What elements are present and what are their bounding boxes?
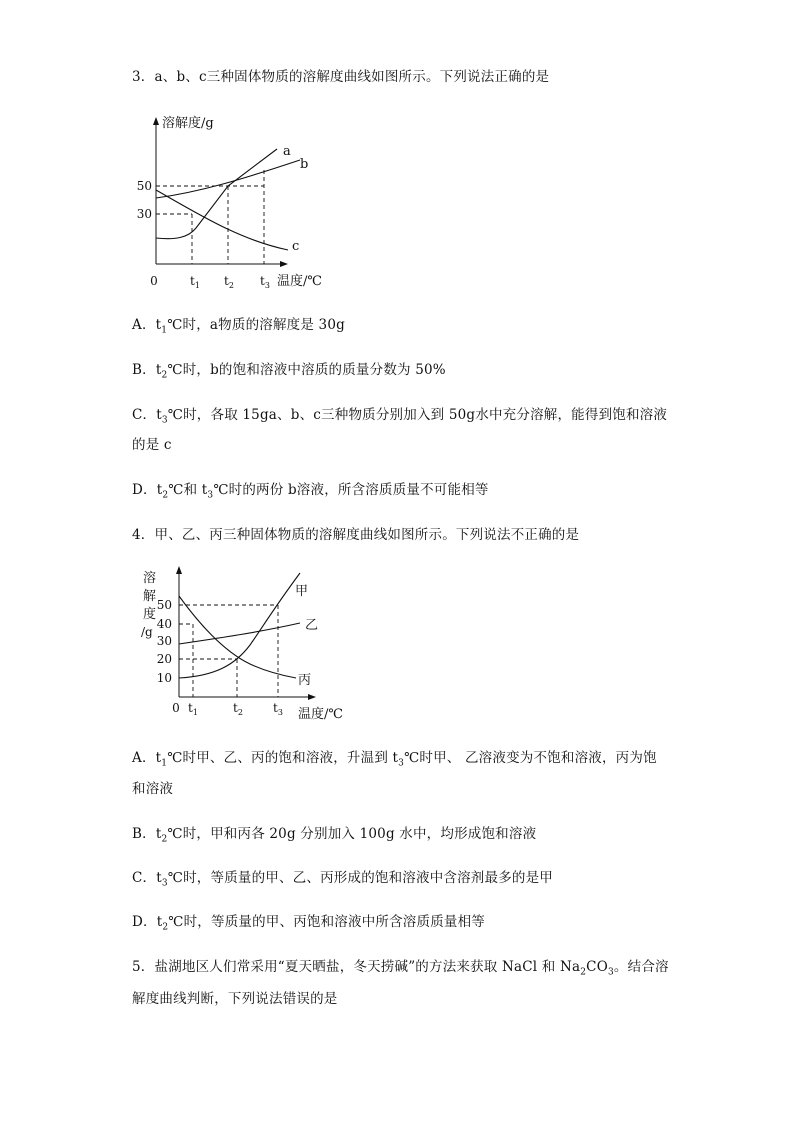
q4-option-a: A．$t_1℃$时甲、乙、丙的饱和溶液，升温到 $t_3℃$时甲、 乙溶液变为不饱和溶液，丙为饱 <box>132 750 657 769</box>
q4-xtick-t2: $t_2$ <box>233 701 243 717</box>
q3-option-c: C．$t_3℃$时，各取 15ga、b、c三种物质分别加入到 50g水中充分溶解，能得到饱和溶液 <box>132 407 668 426</box>
q3-option-b: B．$t_2℃$时，b的饱和溶液中溶质的质量分数为 50% <box>132 362 446 381</box>
q4-option-b: B．$t_2℃$时，甲和丙各 20g 分别加入 100g 水中，均形成饱和溶液 <box>132 826 537 845</box>
q3-option-a: A．$t_1℃$时，a物质的溶解度是 30g <box>132 317 345 336</box>
q4-curve-jia <box>179 573 300 678</box>
q3-origin: 0 <box>150 274 158 288</box>
q3-stem: 3．a、b、c三种固体物质的溶解度曲线如图所示。下列说法正确的是 <box>132 69 550 85</box>
q3-x-label: 温度/℃ <box>277 274 322 289</box>
q4-xtick-t3: $t_3$ <box>273 701 283 717</box>
q3-series-b: b <box>300 157 309 172</box>
q4-x-arrow-icon <box>308 694 316 700</box>
q4-y-label-4: /g <box>141 625 153 639</box>
q3-y-label: 溶解度/g <box>162 116 214 131</box>
q4-option-a-cont: 和溶液 <box>132 781 174 797</box>
q4-xtick-t1: $t_1$ <box>188 701 198 717</box>
q4-ytick-50: 50 <box>156 598 172 612</box>
q4-x-label: 温度/℃ <box>298 707 343 722</box>
q3-xtick-t2: $t_2$ <box>224 274 234 290</box>
q4-y-label-3: 度 <box>143 607 157 622</box>
q5-stem-line1: 5．盐湖地区人们常采用“夏天晒盐，冬天捞碱”的方法来获取 NaCl 和 $Na_2CO_3$。结合溶 <box>132 959 669 978</box>
q3-option-d: D．$t_2℃$和 $t_3℃$时的两份 b溶液，所含溶质质量不可能相等 <box>132 482 489 501</box>
q3-series-a: a <box>283 144 291 159</box>
q4-origin: 0 <box>172 701 180 715</box>
q4-curve-yi <box>179 623 300 644</box>
q3-xtick-t1: $t_1$ <box>190 274 200 290</box>
q3-ytick-50: 50 <box>136 179 152 193</box>
q4-option-c: C．$t_3℃$时，等质量的甲、乙、丙形成的饱和溶液中含溶剂最多的是甲 <box>132 870 553 889</box>
q3-series-c: c <box>292 239 300 254</box>
q3-ytick-30: 30 <box>136 207 152 221</box>
q4-y-label-1: 溶 <box>143 571 157 586</box>
q4-y-label-2: 解 <box>143 589 157 604</box>
q4-ytick-20: 20 <box>156 652 172 666</box>
q4-option-d: D．$t_2℃$时，等质量的甲、丙饱和溶液中所含溶质质量相等 <box>132 914 485 933</box>
q5-stem-line2: 解度曲线判断，下列说法错误的是 <box>132 991 338 1007</box>
q4-stem: 4．甲、乙、丙三种固体物质的溶解度曲线如图所示。下列说法不正确的是 <box>132 527 580 543</box>
q3-option-c-cont: 的是 c <box>132 437 172 453</box>
q4-y-arrow-icon <box>176 566 182 574</box>
q4-ytick-30: 30 <box>156 634 172 648</box>
q4-curve-bing <box>179 596 296 678</box>
q4-ytick-10: 10 <box>156 671 172 685</box>
q3-xtick-t3: $t_3$ <box>260 274 270 290</box>
q4-series-jia: 甲 <box>295 584 309 599</box>
q4-series-yi: 乙 <box>305 618 319 633</box>
q4-ytick-40: 40 <box>156 617 172 631</box>
q4-series-bing: 丙 <box>298 673 312 688</box>
